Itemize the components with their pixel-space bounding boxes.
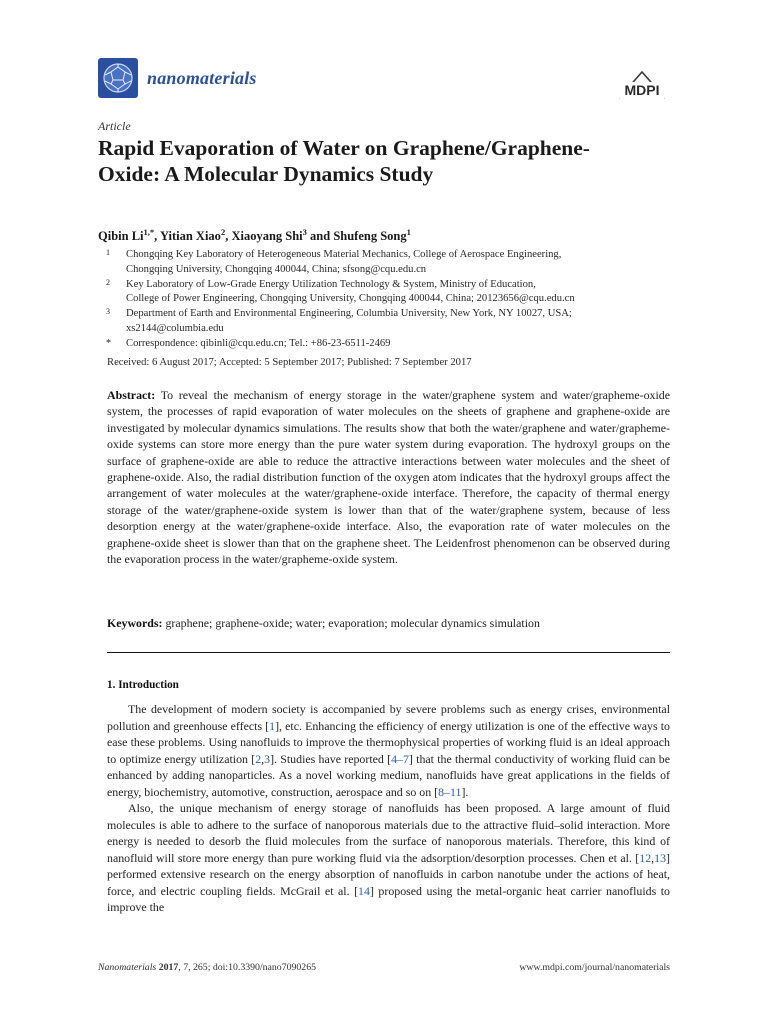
correspondence-item bbox=[98, 337, 670, 352]
citation-link[interactable]: 3 bbox=[264, 751, 271, 766]
footer-journal: Nanomaterials bbox=[98, 962, 157, 973]
citation-link[interactable]: 4–7 bbox=[391, 751, 409, 766]
correspondence-marker: * bbox=[106, 337, 111, 349]
paper-title: Rapid Evaporation of Water on Graphene/Graphene-Oxide: A Molecular Dynamics Study bbox=[98, 136, 590, 186]
paragraph-text: ], etc. Enhancing the efficiency of energy utilization is one of the effective ways to ease these problems. Using nanofluids to improve the thermophysical properties of working fluid is an ideal approach to optimize energy utilization [ bbox=[107, 718, 670, 766]
paragraph-text: ] performed extensive research on the energy absorption of nanofluids in carbon nanotube under the actions of heat, force, and electric coupling fields. McGrail et al. [ bbox=[107, 850, 670, 898]
keywords bbox=[107, 616, 670, 631]
keywords-label: Keywords: bbox=[107, 616, 163, 630]
nanomaterials-logo-icon bbox=[98, 58, 138, 98]
abstract bbox=[107, 387, 670, 567]
keywords-text: graphene; graphene-oxide; water; evaporation; molecular dynamics simulation bbox=[165, 616, 540, 630]
article-type: Article bbox=[98, 119, 131, 133]
journal-header bbox=[98, 58, 670, 108]
author-name: Shufeng Song bbox=[333, 229, 407, 244]
affiliation-list bbox=[98, 248, 670, 352]
author-affiliation-sup: 1,* bbox=[143, 227, 155, 237]
section-divider bbox=[107, 652, 670, 653]
mdpi-logo-icon bbox=[613, 68, 671, 102]
author-name: Xiaoyang Shi bbox=[231, 229, 303, 244]
introduction-paragraph bbox=[107, 701, 670, 800]
citation-link[interactable]: 8–11 bbox=[438, 784, 462, 799]
author-name: Yitian Xiao bbox=[159, 229, 221, 244]
publication-dates: Received: 6 August 2017; Accepted: 5 September 2017; Published: 7 September 2017 bbox=[107, 357, 472, 368]
section-heading-introduction: 1. Introduction bbox=[107, 679, 179, 691]
publisher-logo-text: MDPI bbox=[624, 82, 660, 98]
paragraph-text: ] proposed using the metal-organic heat carrier nanofluids to improve the bbox=[107, 883, 670, 914]
citation-link[interactable]: 14 bbox=[358, 883, 370, 898]
journal-name: nanomaterials bbox=[147, 68, 257, 88]
affiliation-marker: 1 bbox=[106, 248, 110, 257]
paragraph-text: ]. bbox=[461, 784, 469, 799]
affiliation-line: Chongqing Key Laboratory of Heterogeneous Material Mechanics, College of Aerospace Engineering, bbox=[126, 249, 562, 260]
journal-url-link[interactable]: www.mdpi.com/journal/nanomaterials bbox=[519, 962, 670, 973]
affiliation-line: College of Power Engineering, Chongqing University, Chongqing 400044, China; 20123656@cqu.edu.cn bbox=[126, 293, 575, 305]
affiliation-marker: 2 bbox=[106, 277, 110, 287]
paragraph-text: Also, the unique mechanism of energy storage of nanofluids has been proposed. A large amount of fluid molecules is able to adhere to the surface of nanoporous materials due to the attractive fluid–solid interaction. More energy is needed to desorb the fluid molecules from the surface of nanoporous materials. Therefore, this kind of nanofluid will store more energy than pure working fluid via the adsorption/desorption processes. Chen et al. [ bbox=[107, 801, 670, 865]
affiliation-item bbox=[98, 278, 670, 308]
affiliation-item bbox=[98, 307, 670, 337]
author-list bbox=[98, 227, 658, 244]
correspondence-line: Correspondence: qibinli@cqu.edu.cn; Tel.: +86-23-6511-2469 bbox=[126, 337, 391, 349]
footer-year: 2017 bbox=[158, 962, 179, 973]
affiliation-marker: 3 bbox=[106, 307, 110, 317]
abstract-label: Abstract: bbox=[107, 388, 156, 402]
footer-doi: , 7, 265; doi:10.3390/nano7090265 bbox=[178, 962, 316, 973]
paragraph-text: ] that the thermal conductivity of working fluid can be enhanced by adding nanoparticles. As a novel working medium, nanofluids have great applications in the fields of energy, biochemistry, automotive, construction, aerospace and so on [ bbox=[107, 751, 671, 799]
paragraph-text: , bbox=[651, 850, 655, 865]
affiliation-line: xs2144@columbia.edu bbox=[126, 322, 224, 334]
author-name: Qibin Li bbox=[98, 229, 144, 244]
affiliation-item bbox=[98, 248, 670, 278]
author-affiliation-sup: 2 bbox=[220, 227, 226, 237]
abstract-text: To reveal the mechanism of energy storage in the water/graphene system and water/grapheme-oxide system, the processes of rapid evaporation of water molecules on the sheets of graphene and graphene-oxide are investigated by molecular dynamics simulations. The results show that both the water/graphene and water/grapheme-oxide systems can store more energy than the pure water system during evaporation. The hydroxyl groups on the surface of graphene-oxide are able to reduce the attractive interactions between water molecules and the sheet of graphene-oxide. Also, the radial distribution function of the oxygen atom indicates that the hydroxyl groups affect the arrangement of water molecules at the water/graphene-oxide interface. Therefore, the capacity of thermal energy storage of the water/graphene-oxide system is lower than that of the water/graphene system, because of less desorption energy at the water/graphene-oxide interface. Also, the evaporation rate of water molecules on the graphene-oxide sheet is slower than that on the graphene sheet. The Leidenfrost phenomenon can be observed during the evaporation process in the water/grapheme-oxide system. bbox=[107, 388, 670, 567]
citation-footer bbox=[98, 962, 316, 973]
paragraph-text: ]. Studies have reported [ bbox=[270, 751, 392, 766]
author-affiliation-sup: 3 bbox=[302, 227, 307, 237]
citation-link[interactable]: 13 bbox=[654, 850, 667, 865]
author-separator: , bbox=[154, 229, 160, 244]
introduction-paragraph bbox=[107, 800, 670, 916]
affiliation-line: Department of Earth and Environmental Engineering, Columbia University, New York, NY 10027, USA; bbox=[126, 308, 572, 320]
citation-link[interactable]: 2 bbox=[255, 751, 262, 766]
affiliation-line: Chongqing University, Chongqing 400044, China; sfsong@cqu.edu.cn bbox=[126, 263, 427, 275]
author-separator: and bbox=[306, 229, 334, 244]
author-affiliation-sup: 1 bbox=[406, 227, 411, 237]
citation-link[interactable]: 1 bbox=[269, 718, 276, 733]
paragraph-text: , bbox=[261, 751, 265, 766]
citation-link[interactable]: 12 bbox=[639, 850, 652, 865]
paragraph-text: The development of modern society is accompanied by severe problems such as energy crises, environmental pollution and greenhouse effects [ bbox=[107, 702, 670, 733]
affiliation-line: Key Laboratory of Low-Grade Energy Utilization Technology & System, Ministry of Education, bbox=[126, 278, 536, 290]
introduction-body bbox=[107, 701, 670, 916]
author-separator: , bbox=[225, 229, 232, 244]
